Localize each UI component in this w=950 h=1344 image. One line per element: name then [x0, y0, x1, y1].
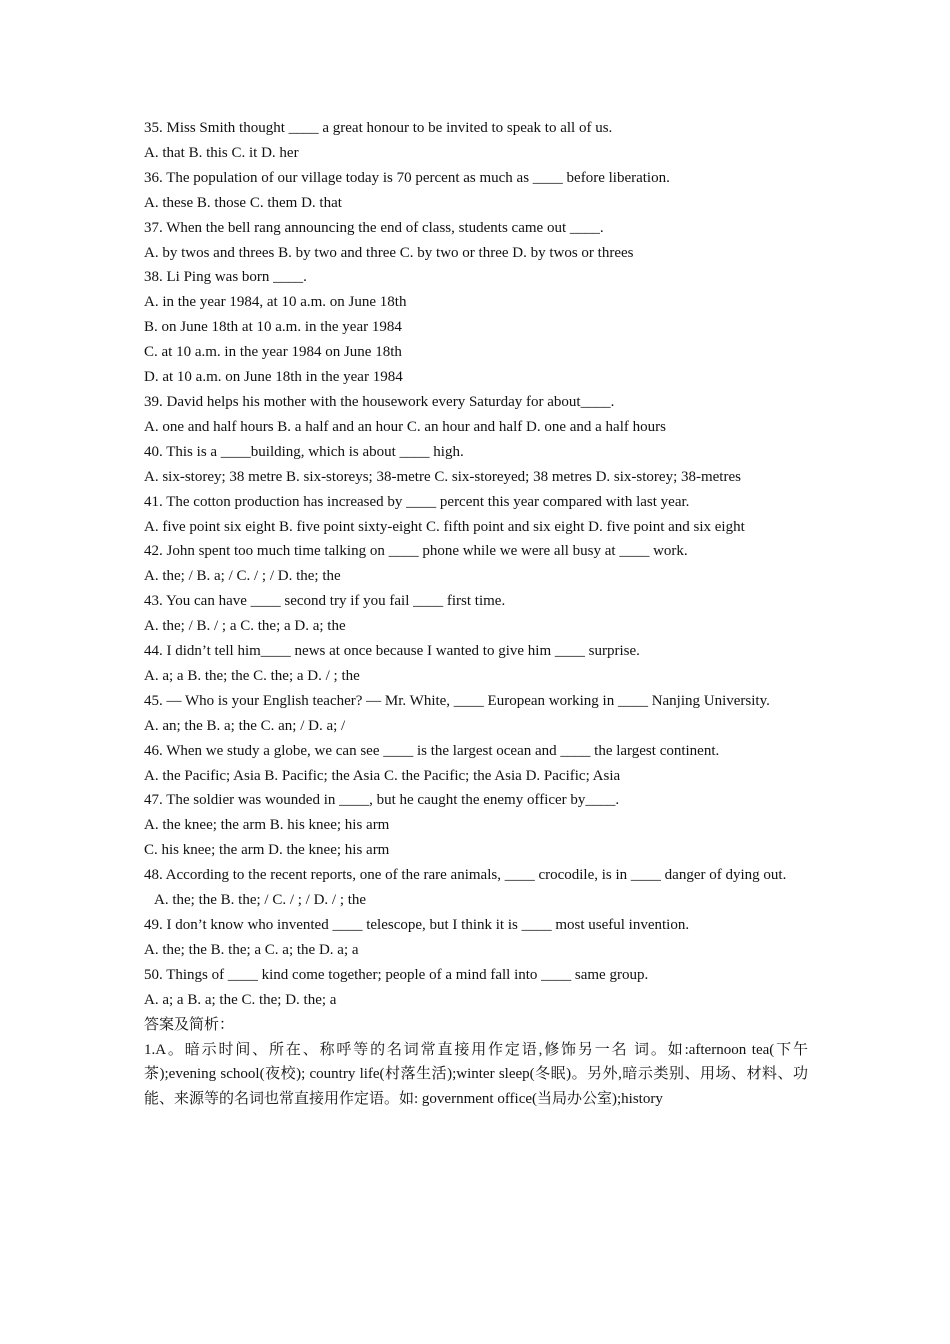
question-49-stem: 49. I don’t know who invented ____ telescope, but I think it is ____ most useful invention.: [144, 917, 690, 933]
question-36-stem: 36. The population of our village today is 70 percent as much as ____ before liberation.: [144, 169, 670, 186]
question-50-stem: 50. Things of ____ kind come together; people of a mind fall into ____ same group.: [144, 966, 649, 983]
question-41-stem: 41. The cotton production has increased by ____ percent this year compared with last year.: [144, 493, 690, 510]
question-46-stem: 46. When we study a globe, we can see ____ is the largest ocean and ____ the largest continent.: [144, 742, 720, 759]
question-39-stem: 39. David helps his mother with the housework every Saturday for about____.: [144, 393, 615, 410]
question-38-option-b: B. on June 18th at 10 a.m. in the year 1984: [144, 319, 402, 336]
document-page: [144, 116, 808, 1112]
question-44-stem: 44. I didn’t tell him____ news at once because I wanted to give him ____ surprise.: [144, 643, 640, 660]
question-40-options: A. six-storey; 38 metre B. six-storeys; 38-metre C. six-storeyed; 38 metres D. six-storey; 38-metres: [144, 468, 741, 485]
question-45-options: A. an; the B. a; the C. an; / D. a; /: [144, 717, 346, 734]
question-39-options: A. one and half hours B. a half and an hour C. an hour and half D. one and a half hours: [144, 418, 666, 435]
question-40-stem: 40. This is a ____building, which is about ____ high.: [144, 443, 464, 460]
question-43-stem: 43. You can have ____ second try if you fail ____ first time.: [144, 593, 506, 610]
question-35-stem: 35. Miss Smith thought ____ a great honour to be invited to speak to all of us.: [144, 120, 613, 136]
question-47-options-ab: A. the knee; the arm B. his knee; his arm: [144, 817, 390, 834]
question-37-options: A. by twos and threes B. by two and three C. by two or three D. by twos or threes: [144, 244, 634, 261]
question-38-option-c: C. at 10 a.m. in the year 1984 on June 18th: [144, 344, 402, 361]
question-48-stem: 48. According to the recent reports, one of the rare animals, ____ crocodile, is in ____ danger of dying out.: [144, 867, 787, 884]
question-48-options: A. the; the B. the; / C. / ; / D. / ; the: [154, 892, 367, 909]
question-45-stem: 45. — Who is your English teacher? — Mr. White, ____ European working in ____ Nanjing University.: [144, 692, 770, 709]
question-43-options: A. the; / B. / ; a C. the; a D. a; the: [144, 618, 346, 635]
question-46-options: A. the Pacific; Asia B. Pacific; the Asia C. the Pacific; the Asia D. Pacific; Asia: [144, 767, 621, 784]
question-47-options-cd: C. his knee; the arm D. the knee; his arm: [144, 842, 390, 859]
question-36-options: A. these B. those C. them D. that: [144, 194, 342, 211]
answers-heading: 答案及简析：: [144, 1016, 235, 1033]
question-42-options: A. the; / B. a; / C. / ; / D. the; the: [144, 568, 341, 585]
question-37-stem: 37. When the bell rang announcing the end of class, students came out ____.: [144, 219, 604, 236]
question-38-stem: 38. Li Ping was born ____.: [144, 269, 307, 286]
question-47-stem: 47. The soldier was wounded in ____, but he caught the enemy officer by____.: [144, 792, 620, 809]
question-49-options: A. the; the B. the; a C. a; the D. a; a: [144, 941, 359, 958]
question-41-options: A. five point six eight B. five point sixty-eight C. fifth point and six eight D. five point and six eight: [144, 518, 745, 535]
question-50-options: A. a; a B. a; the C. the; D. the; a: [144, 991, 337, 1008]
question-42-stem: 42. John spent too much time talking on ____ phone while we were all busy at ____ work.: [144, 543, 688, 560]
question-38-option-a: A. in the year 1984, at 10 a.m. on June 18th: [144, 294, 407, 311]
question-38-option-d: D. at 10 a.m. on June 18th in the year 1984: [144, 369, 403, 386]
question-44-options: A. a; a B. the; the C. the; a D. / ; the: [144, 667, 360, 684]
question-35-options: A. that B. this C. it D. her: [144, 144, 299, 161]
answer-1-explanation: 1.A。暗示时间、所在、称呼等的名词常直接用作定语,修饰另一名 词。如:afternoon tea(下午茶);evening school(夜校); country life(村落生活);winter sleep(冬眠)。另外,暗示类别、用场、材料、功能、来源等的名词也常直接用作定语。如: government office(当局办公室);history: [144, 1041, 808, 1108]
